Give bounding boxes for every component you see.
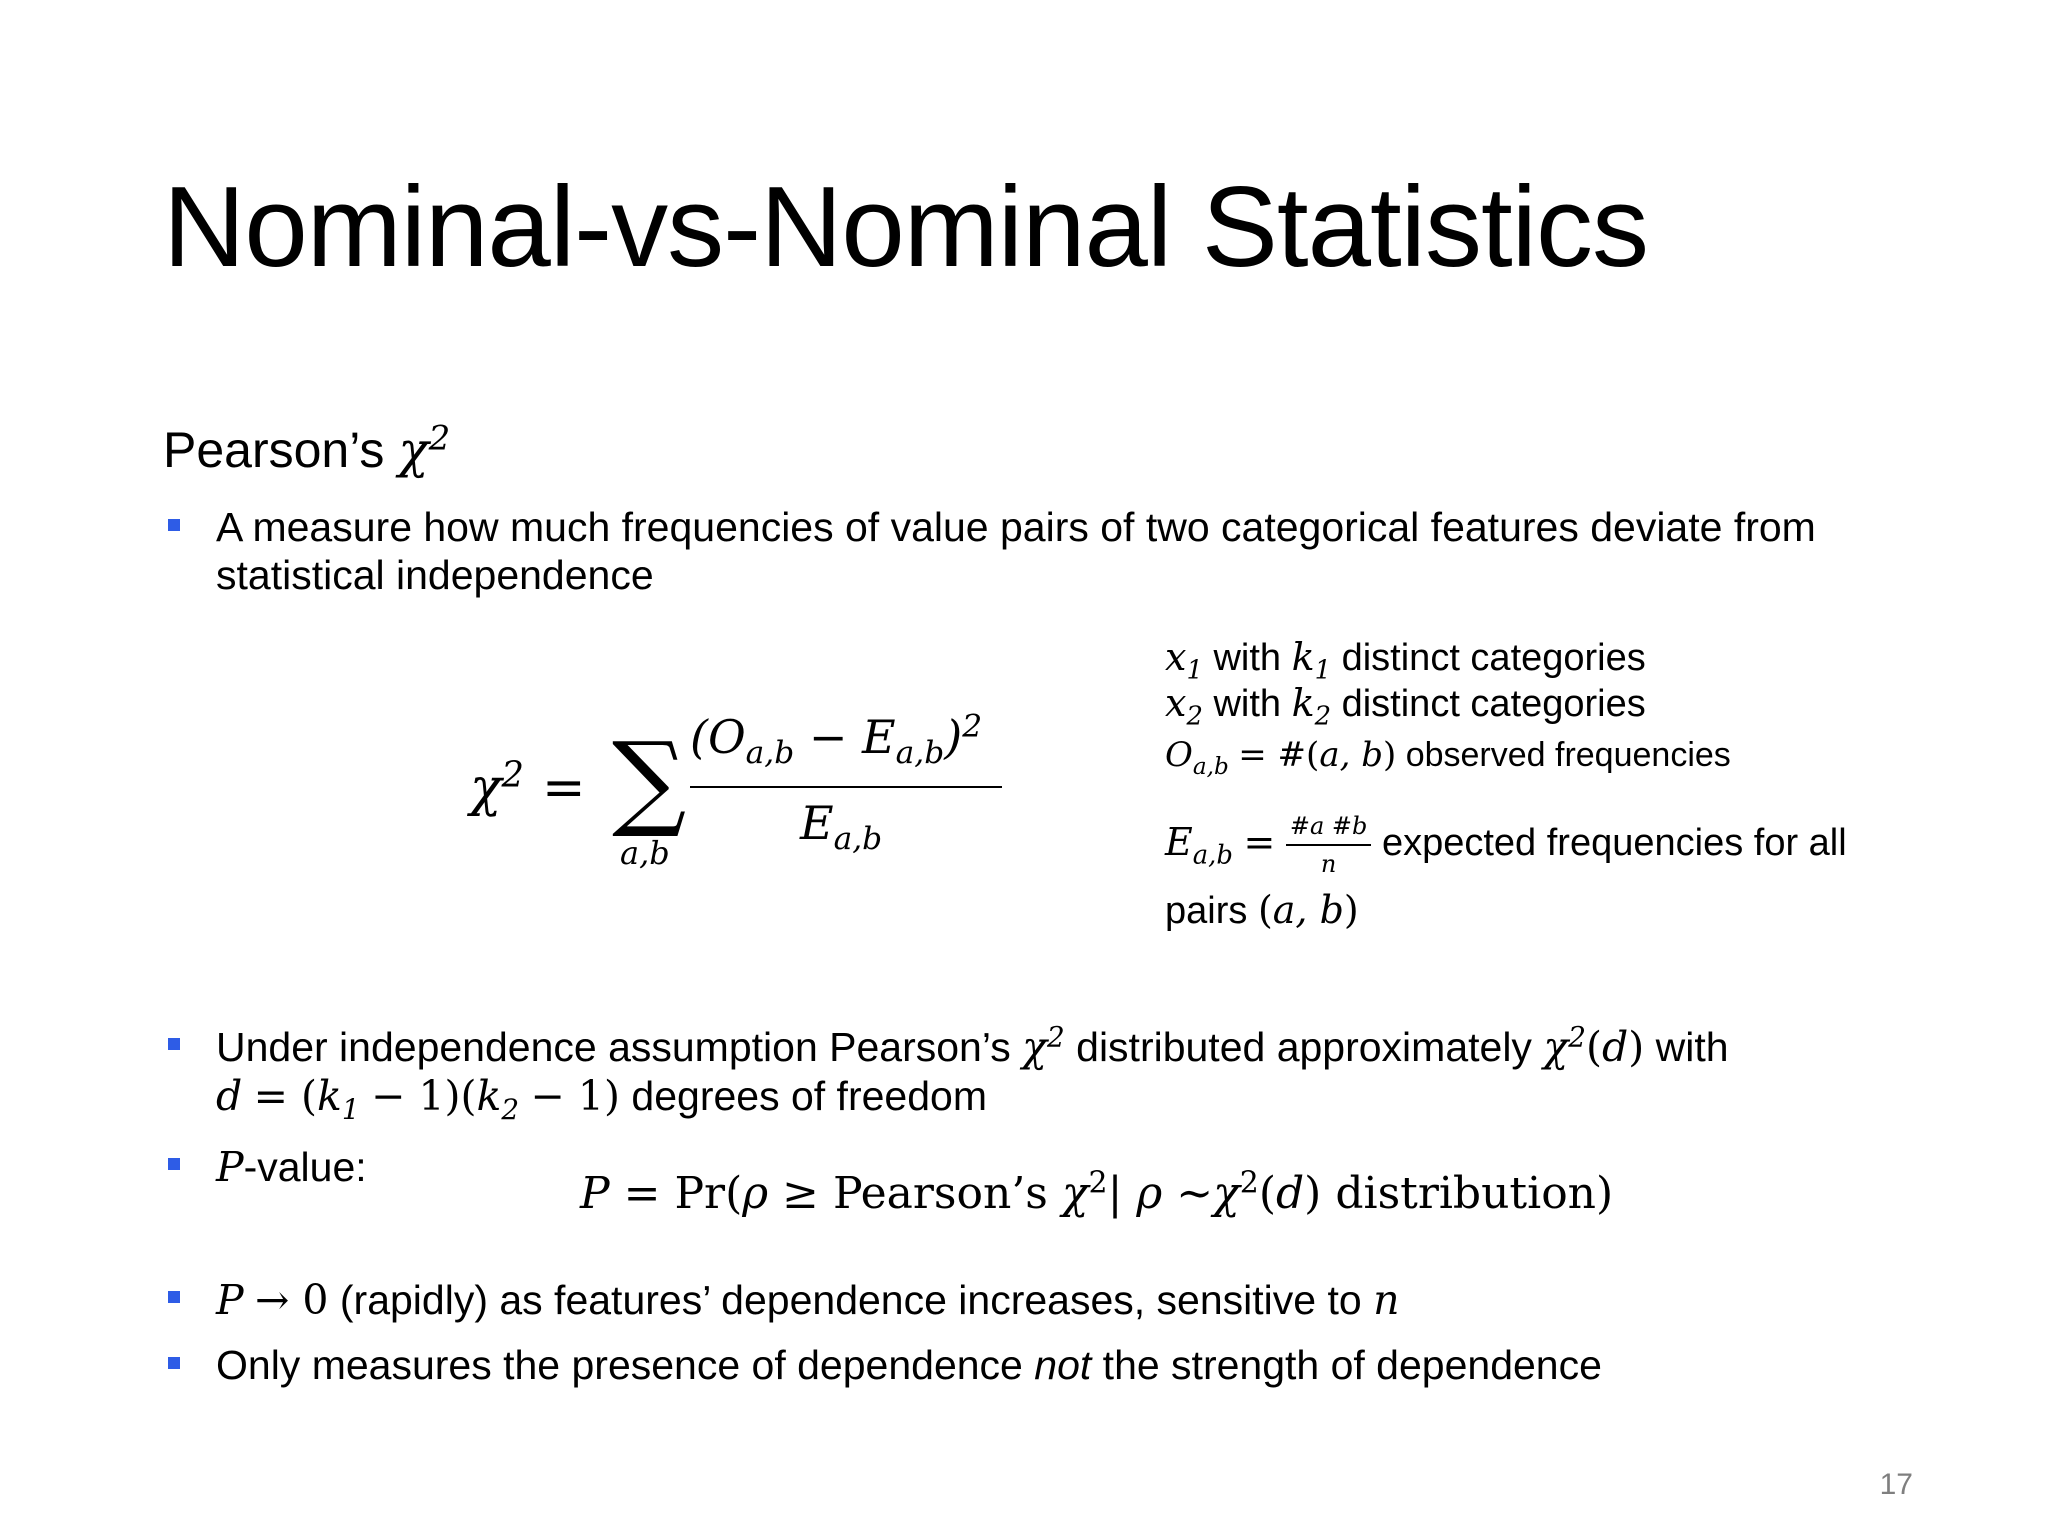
side-note-5: pairs (a, b) [1165,888,1359,932]
bullet-2-part-a: Under independence assumption Pearson’s [216,1024,1011,1070]
bullet-marker [168,519,180,531]
side-note-1-end: distinct categories [1341,637,1646,679]
sum-symbol: ∑ [612,719,687,841]
bullet-5-emphasis: not [1034,1342,1092,1388]
chi-squared-formula [470,700,1030,880]
bullet-2-line-2: $d = (k_1 - 1)(k_2 - 1)$ degrees of freedom [216,1072,987,1127]
bullet-1-line-2: statistical independence [216,552,654,598]
expected-fraction: $\frac{\#a \#b}{n}$ [1286,812,1372,878]
side-note-2-end: distinct categories [1341,683,1646,725]
fraction-bar [690,786,1002,788]
side-note-2-with: with [1213,683,1282,725]
bullet-4-text: (rapidly) as features’ dependence increases, sensitive to [339,1277,1362,1323]
side-note-4-end: expected frequencies for all [1381,822,1847,865]
sum-index: a,b [620,834,670,872]
formula-equals: = [542,758,586,818]
side-note-3: $O_{a,b}$ = #(a, b) observed frequencies [1165,735,1731,780]
formula-denominator: $E_{a,b}$ [800,796,883,858]
bullet-5-part-b: the strength of dependence [1102,1342,1602,1388]
bullet-2-part-c: with [1655,1024,1729,1070]
slide-title: Nominal-vs-Nominal Statistics [163,164,1649,291]
side-note-4: $E_{a,b}$ = $\frac{\#a \#b}{n}$ expected frequencies for all [1165,812,1847,878]
bullet-5-part-a: Only measures the presence of dependence [216,1342,1023,1388]
section-heading [163,418,451,479]
bullet-2-line-2-text: degrees of freedom [631,1073,987,1119]
formula-lhs: $\chi^2$ [470,754,525,818]
bullet-3-label-text: -value: [243,1144,367,1190]
side-note-1: $x_1$ with $k_1$ distinct categories [1165,635,1646,686]
bullet-5 [216,1342,1602,1389]
side-note-5-text: pairs [1165,890,1248,932]
bullet-marker [168,1158,180,1170]
bullet-marker [168,1357,180,1369]
bullet-3-label: P-value: [216,1143,367,1191]
p-value-formula: P = Pr(ρ ≥ Pearson’s $\chi^2|$ ρ $\sim\chi^2(d)$ distribution) [580,1165,1614,1219]
bullet-4: P → 0 (rapidly) as features’ dependence increases, sensitive to n [216,1276,1400,1324]
bullet-1-line-1: A measure how much frequencies of value pairs of two categorical features deviate from [216,504,1816,550]
page-number: 17 [1879,1468,1913,1501]
bullet-marker [168,1038,180,1050]
chi-squared-symbol: $\chi^2$ [398,418,451,479]
side-note-2: $x_2$ with $k_2$ distinct categories [1165,681,1646,732]
bullet-marker [168,1291,180,1303]
bullet-2-line-1: Under independence assumption Pearson’s $\chi^2$ distributed approximately $\chi^2(d)$ with [216,1020,1729,1071]
bullet-2-part-b: distributed approximately [1076,1024,1532,1070]
section-heading-text: Pearson’s [163,422,385,478]
side-note-3-end: observed frequencies [1405,736,1731,774]
formula-numerator: $(O_{a,b} - E_{a,b})^2$ [690,708,983,772]
side-note-1-with: with [1213,637,1282,679]
